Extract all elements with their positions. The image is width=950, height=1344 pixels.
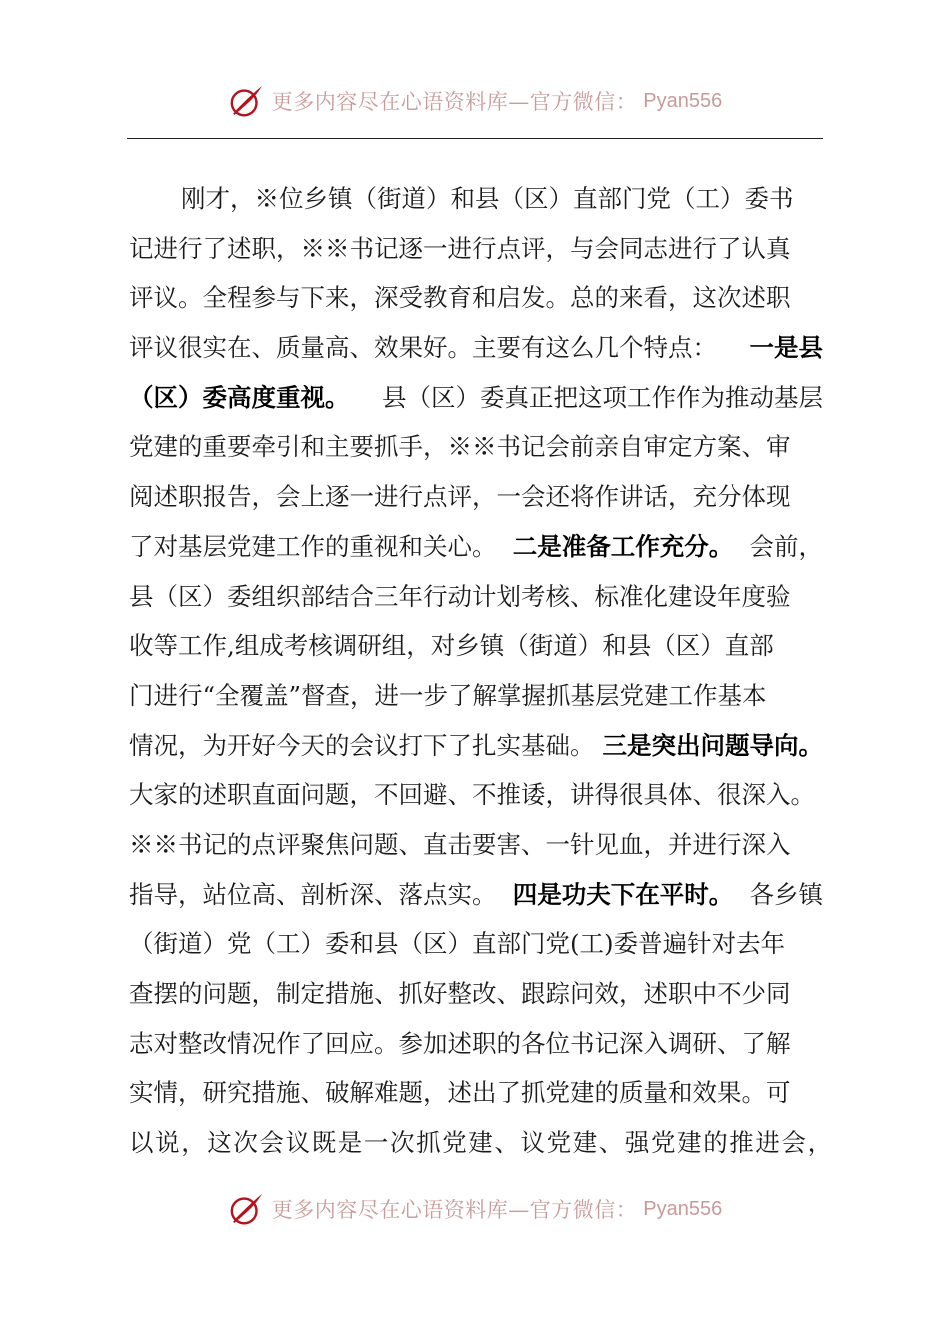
- point-two-heading: 二是准备工作充分。: [512, 531, 734, 561]
- footer-banner-text: 更多内容尽在心语资料库—官方微信：: [271, 1198, 638, 1222]
- header-banner-text: 更多内容尽在心语资料库—官方微信：: [271, 90, 638, 114]
- point-three-heading: 三是突出问题导向。: [602, 730, 823, 760]
- text-line-17: 查摆的问题，制定措施、抓好整改、跟踪问效，述职中不少同: [129, 979, 791, 1008]
- footer-banner-id: Pyan556: [643, 1197, 723, 1220]
- footer-banner: [0, 1190, 950, 1228]
- text-line-3: 评议。全程参与下来，深受教育和启发。总的来看，这次述职: [129, 283, 791, 313]
- text-line-16: （街道）党（工）委和县（区）直部门党(工)委普遍针对去年: [129, 929, 786, 959]
- text-line-9: 县（区）委组织部结合三年行动计划考核、标准化建设年度验: [129, 581, 791, 611]
- text-line-19: 实情，研究措施、破解难题，述出了抓党建的质量和效果。可: [129, 1078, 791, 1108]
- text-line-5: （区）委高度重视。 县（区）委真正把这项工作作为推动基层: [129, 373, 823, 423]
- document-body: [129, 174, 834, 1168]
- text-line-10: 收等工作,组成考核调研组，对乡镇（街道）和县（区）直部: [129, 631, 774, 661]
- header-divider: [127, 138, 823, 139]
- quill-logo-icon: [228, 1190, 266, 1228]
- header-banner: [0, 82, 950, 120]
- quill-logo-icon: [228, 82, 266, 120]
- point-one-heading: 一是县: [749, 333, 823, 363]
- text-line-6: 党建的重要牵引和主要抓手，※※书记会前亲自审定方案、审: [129, 432, 791, 462]
- text-line-18: 志对整改情况作了回应。参加述职的各位书记深入调研、了解: [129, 1028, 791, 1058]
- text-line-13: 大家的述职直面问题，不回避、不推诿，讲得很具体、很深入。: [129, 780, 815, 810]
- text-line-2: 记进行了述职，※※书记逐一进行点评，与会同志进行了认真: [129, 233, 791, 263]
- text-line-12: 情况，为开好今天的会议打下了扎实基础。 三是突出问题导向。: [129, 721, 823, 771]
- text-line-15: 指导，站位高、剖析深、落点实。 四是功夫下在平时。 各乡镇: [129, 870, 823, 920]
- text-line-11: 门进行“全覆盖”督查，进一步了解掌握抓基层党建工作基本: [129, 680, 767, 710]
- text-line-7: 阅述职报告，会上逐一进行点评，一会还将作讲话，充分体现: [129, 482, 791, 512]
- text-line-1: 刚才，※位乡镇（街道）和县（区）直部门党（工）委书: [181, 184, 794, 213]
- text-line-8: 了对基层党建工作的重视和关心。 二是准备工作充分。 会前，: [129, 522, 823, 572]
- text-line-4: 评议很实在、质量高、效果好。主要有这么几个特点： 一是县: [129, 323, 823, 373]
- header-banner-id: Pyan556: [643, 89, 723, 112]
- point-one-heading-cont: （区）委高度重视。: [129, 382, 350, 412]
- text-line-20: 以说，这次会议既是一次抓党建、议党建、强党建的推进会，: [129, 1128, 834, 1158]
- text-line-14: ※※书记的点评聚焦问题、直击要害、一针见血，并进行深入: [129, 829, 791, 859]
- point-four-heading: 四是功夫下在平时。: [512, 879, 734, 909]
